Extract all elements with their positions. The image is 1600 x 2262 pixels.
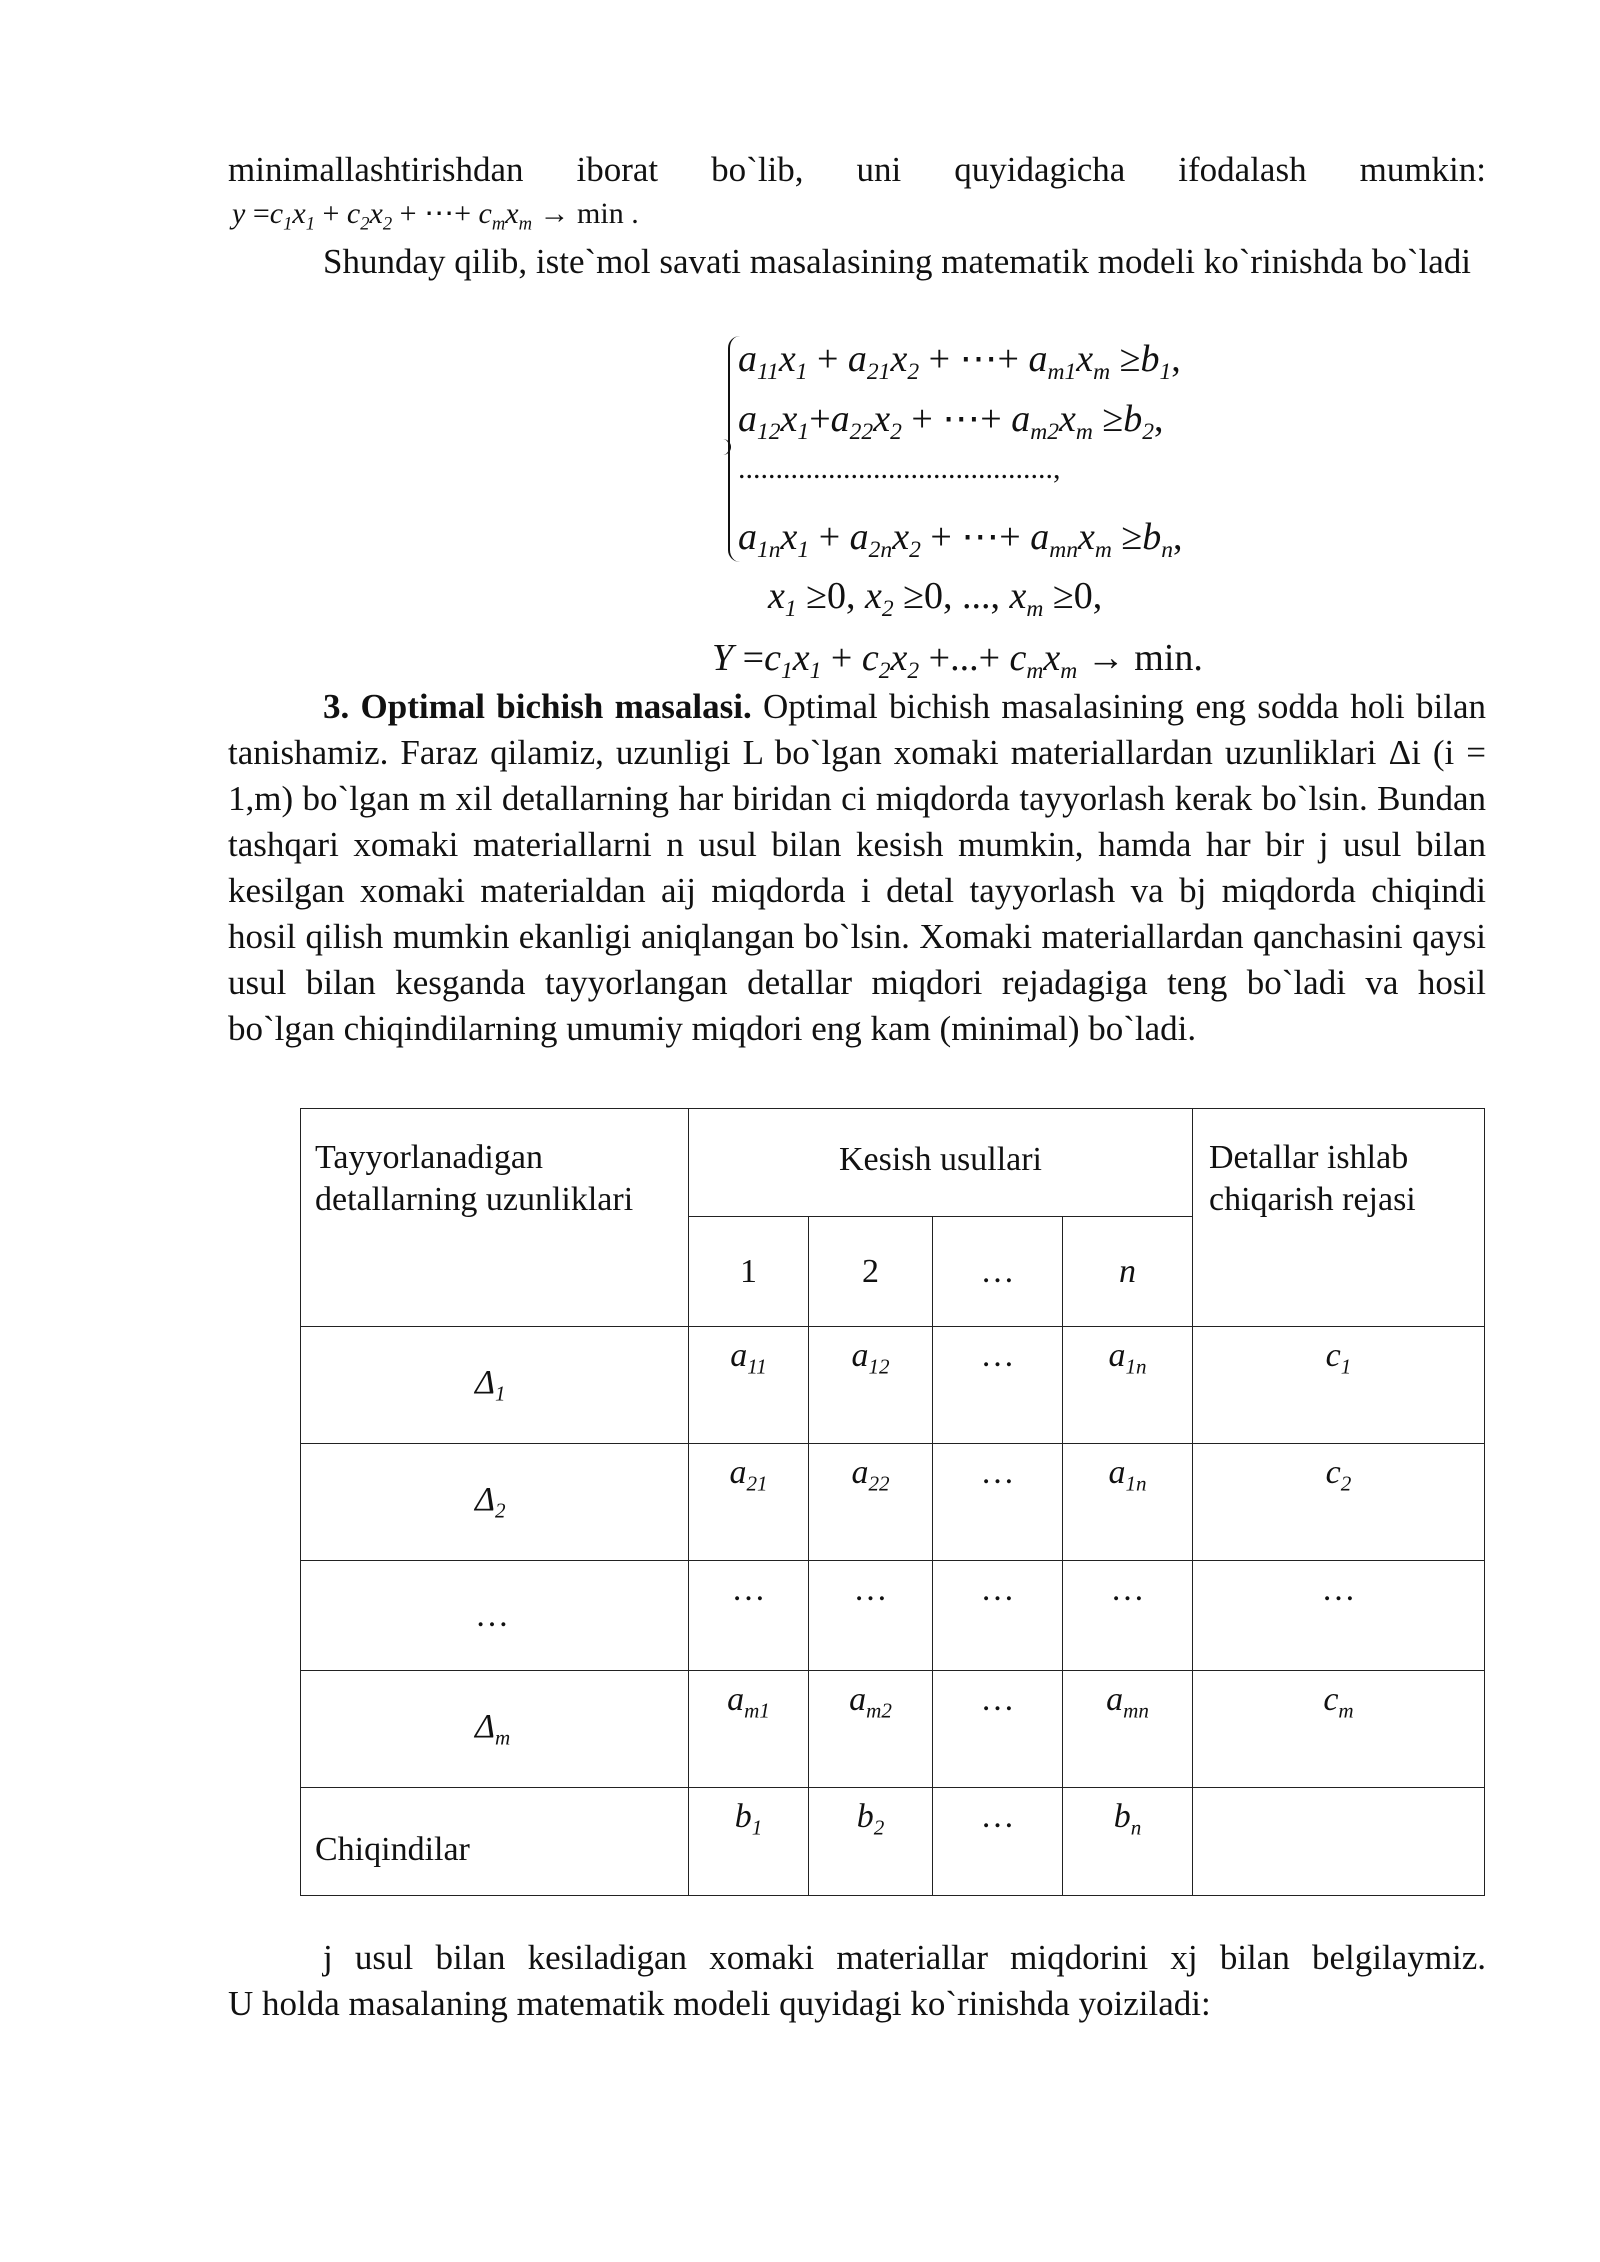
header-detail-lengths: Tayyorlanadigan detallarning uzunliklari <box>301 1109 689 1327</box>
constraint-row-dots: .........................................., <box>738 452 1061 485</box>
table-cell: $a_{22}$ <box>809 1444 933 1561</box>
method-num: … <box>933 1217 1063 1327</box>
method-num: 2 <box>809 1217 933 1327</box>
table-row <box>301 1788 1485 1896</box>
table-row <box>301 1444 1485 1561</box>
plan-cell: $c_2$ <box>1193 1444 1485 1561</box>
table-cell: $a_{mn}$ <box>1063 1671 1193 1788</box>
method-num: 1 <box>689 1217 809 1327</box>
section-3-heading: 3. Optimal bichish masalasi. <box>323 687 752 726</box>
table-cell: $a_{11}$ <box>689 1327 809 1444</box>
table-cell: … <box>1063 1561 1193 1671</box>
cutting-table <box>300 1108 1485 1896</box>
constraint-row-1: $a_{11}x_1 + a_{21}x_2$ + ⋯+ $a_{m1}x_m \ge b_1$, <box>738 338 1181 386</box>
method-num: n <box>1063 1217 1193 1327</box>
objective-formula-inline: $y =c_1x_1 + c_2x_2$ + ⋯+ $c_mx_m \to \min$ . <box>232 197 639 235</box>
waste-cell-empty <box>1193 1788 1485 1896</box>
table-cell: $a_{1n}$ <box>1063 1327 1193 1444</box>
table-cell: … <box>689 1561 809 1671</box>
table-row <box>301 1561 1485 1671</box>
closing-line-2: U holda masalaning matematik modeli quyidagi ko`rinishda yoiziladi: <box>228 1984 1211 2023</box>
waste-cell: $b_1$ <box>689 1788 809 1896</box>
header-production-plan: Detallar ishlab chiqarish rejasi <box>1193 1109 1485 1327</box>
table-cell: $a_{m1}$ <box>689 1671 809 1788</box>
table-cell: … <box>933 1561 1063 1671</box>
section-3-paragraph <box>228 684 1486 1052</box>
constraint-row-n: $a_{1n}x_1 + a_{2n}x_2$ + ⋯+ $a_{mn}x_m \ge b_n$, <box>738 516 1183 564</box>
intro-line-1: minimallashtirishdan iborat bo`lib, uni quyidagicha ifodalash mumkin: <box>228 150 1486 189</box>
table-cell: … <box>809 1561 933 1671</box>
row-label: … <box>301 1561 689 1671</box>
table-cell: … <box>933 1327 1063 1444</box>
waste-label: Chiqindilar <box>301 1788 689 1896</box>
plan-cell: $c_m$ <box>1193 1671 1485 1788</box>
row-label: $\Delta_m$ <box>301 1671 689 1788</box>
nonnegativity-line: $x_1 \ge 0$, $x_2 \ge 0$, ..., $x_m \ge 0$, <box>768 575 1103 623</box>
table-row <box>301 1671 1485 1788</box>
row-label: $\Delta_1$ <box>301 1327 689 1444</box>
closing-line-1: j usul bilan kesiladigan xomaki materiallar miqdorini xj bilan belgilaymiz. <box>323 1938 1486 1977</box>
table-cell: $a_{1n}$ <box>1063 1444 1193 1561</box>
plan-cell: $c_1$ <box>1193 1327 1485 1444</box>
table-cell: $a_{21}$ <box>689 1444 809 1561</box>
plan-cell: … <box>1193 1561 1485 1671</box>
waste-cell: … <box>933 1788 1063 1896</box>
intro-para-2: Shunday qilib, iste`mol savati masalasining matematik modeli ko`rinishda bo`ladi <box>323 242 1471 281</box>
constraint-row-2: $a_{12}x_1+a_{22}x_2$ + ⋯+ $a_{m2}x_m \ge b_2$, <box>738 398 1164 446</box>
table-cell: … <box>933 1671 1063 1788</box>
table-cell: $a_{12}$ <box>809 1327 933 1444</box>
objective-formula: $Y =c_1x_1 + c_2x_2$ +...+ $c_mx_m \to \min$. <box>712 637 1203 685</box>
row-label: $\Delta_2$ <box>301 1444 689 1561</box>
table-cell: $a_{m2}$ <box>809 1671 933 1788</box>
waste-cell: $b_2$ <box>809 1788 933 1896</box>
section-3-text: Optimal bichish masalasining eng sodda holi bilan tanishamiz. Faraz qilamiz, uzunligi L bo`lgan xomaki materiallardan uzunliklari Δi (i = 1,m) bo`lgan m xil detallarning har biridan ci miqdorda tayyorlash kerak bo`lsin. Bundan tashqari xomaki materiallarni n usul bilan kesish mumkin, hamda har bir j usul bilan kesilgan xomaki materialdan aij miqdorda i detal tayyorlash va bj miqdorda chiqindi hosil qilish mumkin ekanligi aniqlangan bo`lsin. Xomaki materiallardan qanchasini qaysi usul bilan kesganda tayyorlangan detallar miqdori rejadagiga teng bo`ladi va hosil bo`lgan chiqindilarning umumiy miqdori eng kam (minimal) bo`ladi. <box>228 687 1486 1048</box>
table-row <box>301 1327 1485 1444</box>
table-cell: … <box>933 1444 1063 1561</box>
header-cutting-methods: Kesish usullari <box>689 1109 1193 1217</box>
waste-cell: $b_n$ <box>1063 1788 1193 1896</box>
